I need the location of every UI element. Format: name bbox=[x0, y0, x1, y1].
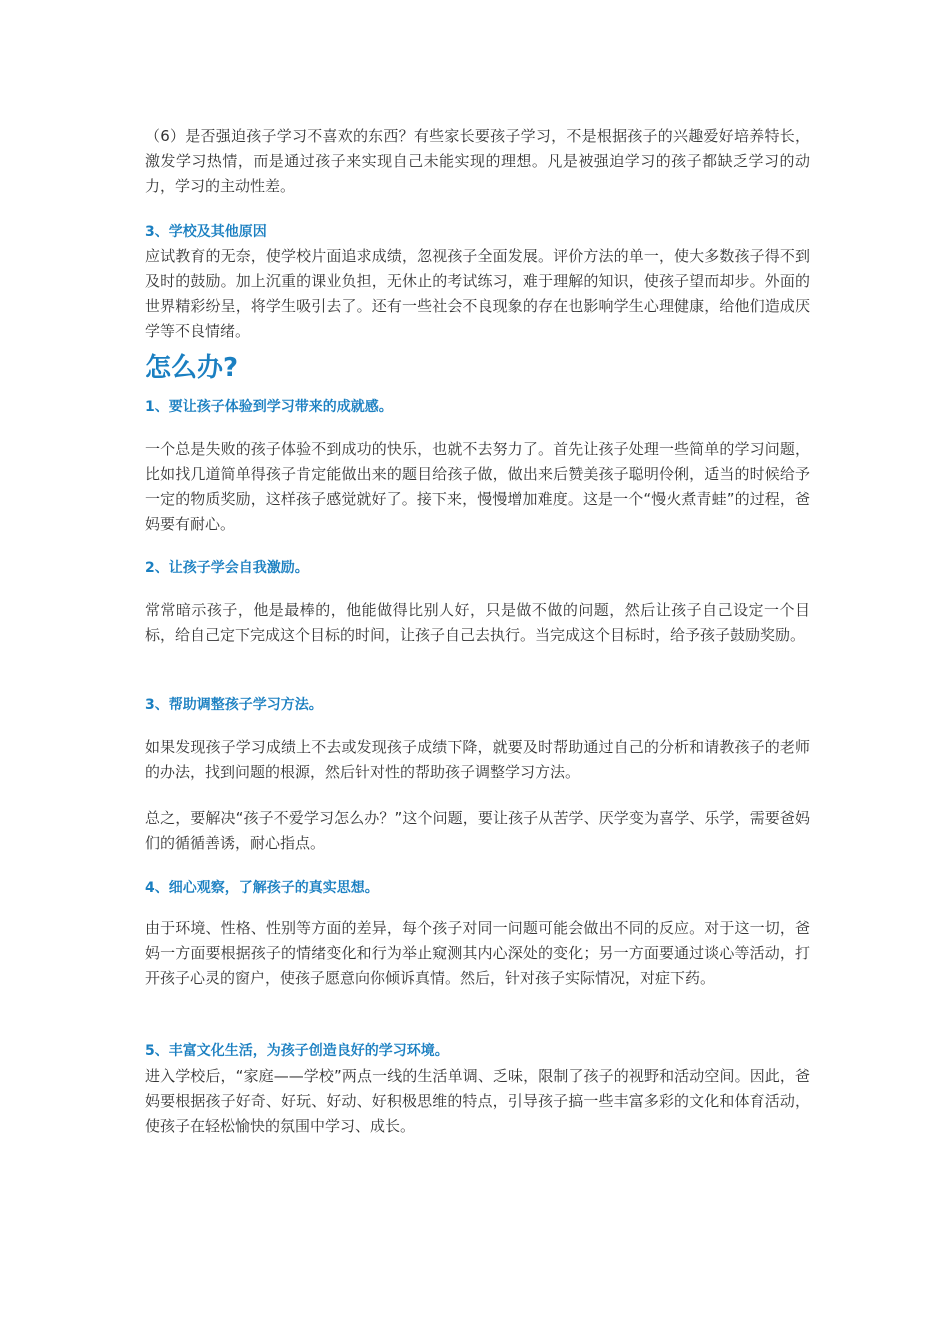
heading-school-reasons: 3、学校及其他原因 bbox=[145, 224, 267, 240]
heading-step-5: 5、丰富文化生活，为孩子创造良好的学习环境。 bbox=[145, 1043, 449, 1059]
heading-step-3: 3、帮助调整孩子学习方法。 bbox=[145, 697, 323, 713]
heading-step-1: 1、要让孩子体验到学习带来的成就感。 bbox=[145, 399, 393, 415]
heading-step-4: 4、细心观察，了解孩子的真实思想。 bbox=[145, 880, 379, 896]
heading-step-2: 2、让孩子学会自我激励。 bbox=[145, 560, 309, 576]
paragraph-step-5: 进入学校后，“家庭——学校”两点一线的生活单调、乏味，限制了孩子的视野和活动空间。因此，爸妈要根据孩子好奇、好玩、好动、好积极思维的特点，引导孩子搞一些丰富多彩的文化和体育活动，使孩子在轻松愉快的氛围中学习、成长。 bbox=[145, 1067, 810, 1135]
heading-what-to-do: 怎么办? bbox=[145, 353, 239, 383]
paragraph-step-2: 常常暗示孩子，他是最棒的，他能做得比别人好，只是做不做的问题，然后让孩子自己设定一个目标，给自己定下完成这个目标的时间，让孩子自己去执行。当完成这个目标时，给予孩子鼓励奖励。 bbox=[145, 601, 810, 644]
paragraph-step-3: 如果发现孩子学习成绩上不去或发现孩子成绩下降，就要及时帮助通过自己的分析和请教孩子的老师的办法，找到问题的根源，然后针对性的帮助孩子调整学习方法。 bbox=[145, 738, 810, 781]
paragraph-step-1: 一个总是失败的孩子体验不到成功的快乐，也就不去努力了。首先让孩子处理一些简单的学习问题，比如找几道简单得孩子肯定能做出来的题目给孩子做，做出来后赞美孩子聪明伶俐，适当的时候给予一定的物质奖励，这样孩子感觉就好了。接下来，慢慢增加难度。这是一个“慢火煮青蛙”的过程，爸妈要有耐心。 bbox=[145, 440, 810, 533]
paragraph-summary: 总之，要解决“孩子不爱学习怎么办？”这个问题，要让孩子从苦学、厌学变为喜学、乐学，需要爸妈们的循循善诱，耐心指点。 bbox=[145, 809, 810, 852]
paragraph-school-reasons: 应试教育的无奈，使学校片面追求成绩，忽视孩子全面发展。评价方法的单一，使大多数孩子得不到及时的鼓励。加上沉重的课业负担，无休止的考试练习，难于理解的知识，使孩子望而却步。外面的世界精彩纷呈，将学生吸引去了。还有一些社会不良现象的存在也影响学生心理健康，给他们造成厌学等不良情绪。 bbox=[145, 247, 810, 340]
paragraph-reason-6: （6）是否强迫孩子学习不喜欢的东西？有些家长要孩子学习，不是根据孩子的兴趣爱好培养特长，激发学习热情，而是通过孩子来实现自己未能实现的理想。凡是被强迫学习的孩子都缺乏学习的动力，学习的主动性差。 bbox=[145, 127, 810, 195]
paragraph-step-4: 由于环境、性格、性别等方面的差异，每个孩子对同一问题可能会做出不同的反应。对于这一切，爸妈一方面要根据孩子的情绪变化和行为举止窥测其内心深处的变化；另一方面要通过谈心等活动，打开孩子心灵的窗户，使孩子愿意向你倾诉真情。然后，针对孩子实际情况，对症下药。 bbox=[145, 919, 810, 987]
